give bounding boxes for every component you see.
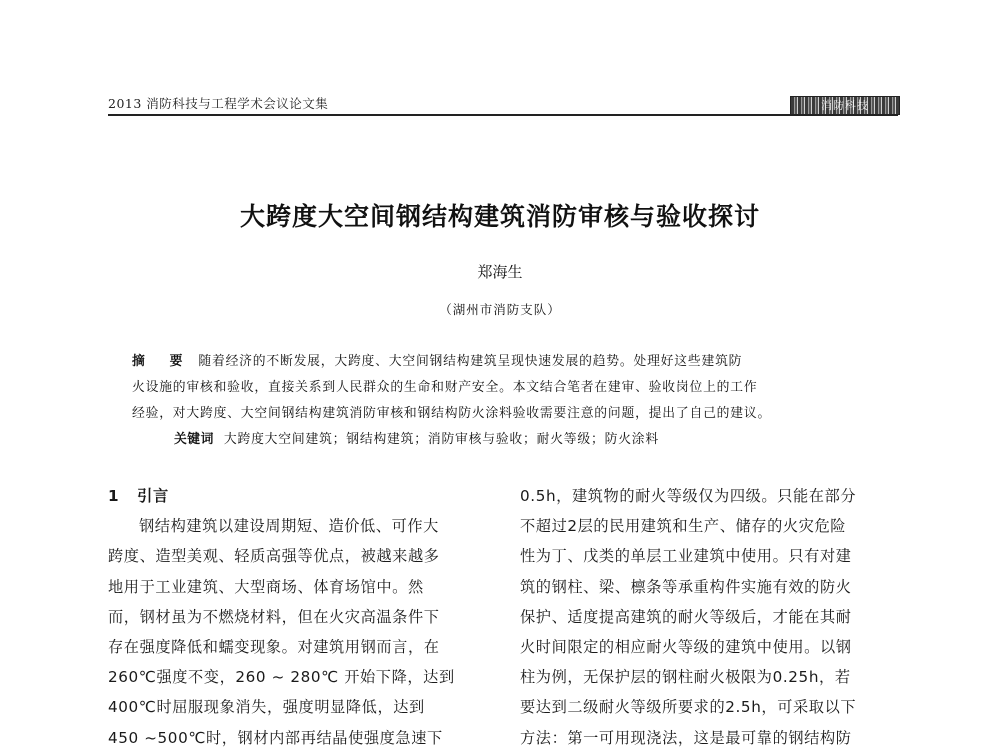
keywords-line <box>132 427 892 453</box>
section-title: 引言 <box>137 487 169 505</box>
abstract-text: 随着经济的不断发展，大跨度、大空间钢结构建筑呈现快速发展的趋势。处理好这些建筑防 <box>198 354 743 369</box>
body-line: 0.5h，建筑物的耐火等级仅为四级。只能在部分 <box>520 487 857 505</box>
abstract-line <box>132 349 892 375</box>
author-name: 郑海生 <box>477 263 523 281</box>
body-line: 火时间限定的相应耐火等级的建筑中使用。以钢 <box>520 638 852 657</box>
abstract-block <box>132 349 892 453</box>
body-line: 保护、适度提高建筑的耐火等级后，才能在其耐 <box>520 607 852 626</box>
header-rule <box>108 114 898 116</box>
body-line: 地用于工业建筑、大型商场、体育场馆中。然 <box>108 577 424 596</box>
body-line: 跨度、造型美观、轻质高强等优点，被越来越多 <box>108 547 440 566</box>
body-line: 260℃强度不变，260 ~ 280℃ 开始下降，达到 <box>108 668 455 687</box>
abstract-line: 火设施的审核和验收，直接关系到人民群众的生命和财产安全。本文结合笔者在建审、验收岗位上的工作 <box>132 380 758 395</box>
body-line: 不超过2层的民用建筑和生产、储存的火灾危险 <box>520 517 847 536</box>
body-line: 400℃时屈服现象消失，强度明显降低，达到 <box>108 698 425 717</box>
body-line: 性为丁、戊类的单层工业建筑中使用。只有对建 <box>520 547 852 566</box>
body-column-left <box>108 481 492 753</box>
body-line: 450 ~500℃时，钢材内部再结晶使强度急速下 <box>108 728 443 747</box>
journal-logo-text: 消防科技 <box>821 99 869 112</box>
running-head: 2013 消防科技与工程学术会议论文集 <box>108 96 329 111</box>
body-line: 方法：第一可用现浇法，这是最可靠的钢结构防 <box>520 728 852 747</box>
journal-logo <box>790 96 900 115</box>
body-line: 存在强度降低和蠕变现象。对建筑用钢而言，在 <box>108 638 440 657</box>
body-line: 钢结构建筑以建设周期短、造价低、可作大 <box>139 517 439 536</box>
body-line: 筑的钢柱、梁、檩条等承重构件实施有效的防火 <box>520 577 852 596</box>
keywords-text: 大跨度大空间建筑；钢结构建筑；消防审核与验收；耐火等级；防火涂料 <box>223 432 659 447</box>
section-number: 1 <box>108 487 120 505</box>
author-affiliation: （湖州市消防支队） <box>439 302 561 317</box>
body-column-right <box>520 481 904 753</box>
keywords-label: 关键词 <box>174 432 214 447</box>
paper-title: 大跨度大空间钢结构建筑消防审核与验收探讨 <box>239 202 760 231</box>
body-line: 要达到二级耐火等级所要求的2.5h，可采取以下 <box>520 698 857 717</box>
abstract-label: 摘 要 <box>132 354 189 369</box>
abstract-line: 经验，对大跨度、大空间钢结构建筑消防审核和钢结构防火涂料验收需要注意的问题，提出了自己的建议。 <box>132 406 772 421</box>
section-heading <box>108 481 492 511</box>
body-line: 而，钢材虽为不燃烧材料，但在火灾高温条件下 <box>108 607 440 626</box>
body-line: 柱为例，无保护层的钢柱耐火极限为0.25h，若 <box>520 668 851 687</box>
